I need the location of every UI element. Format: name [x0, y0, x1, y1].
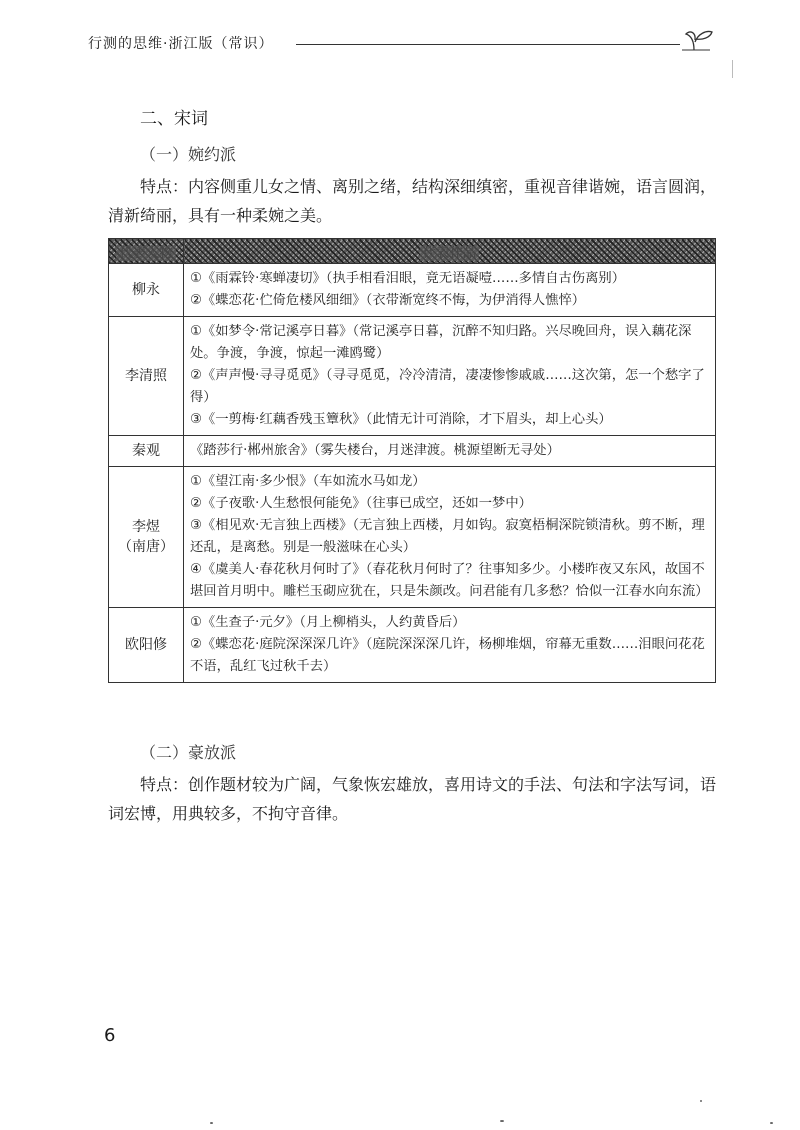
work-item: 《踏莎行·郴州旅舍》（雾失楼台，月迷津渡。桃源望断无寻处）	[190, 443, 560, 458]
work-item: ①《如梦令·常记溪亭日暮》（常记溪亭日暮，沉醉不知归路。兴尽晚回舟，误入藕花深处。争渡，争渡，惊起一滩鸥鹭）	[190, 324, 692, 361]
section-title: 二、宋词	[140, 109, 208, 129]
scan-speck	[700, 1100, 702, 1102]
work-item: ③《一剪梅·红藕香残玉簟秋》（此情无计可消除，才下眉头，却上心头）	[190, 412, 612, 427]
work-item: ②《声声慢·寻寻觅觅》（寻寻觅觅，冷冷清清，凄凄惨惨戚戚……这次第，怎一个愁字了得）	[190, 368, 705, 405]
work-item: ①《生查子·元夕》（月上柳梢头，人约黄昏后）	[190, 615, 466, 630]
table-row	[109, 467, 716, 608]
haofang-description: 特点：创作题材较为广阔，气象恢宏雄放，喜用诗文的手法、句法和字法写词，语词宏博，用典较多，不拘守音律。	[108, 775, 717, 823]
scan-speck	[500, 1120, 504, 1122]
work-item: ②《子夜歌·人生愁恨何能免》（往事已成空，还如一梦中）	[190, 496, 532, 511]
works-cell	[184, 436, 716, 467]
scan-speck	[770, 1122, 773, 1124]
table-header-row	[109, 239, 716, 264]
header-rule	[296, 44, 680, 45]
poets-table	[108, 238, 716, 683]
header-works: 代表作品	[184, 239, 716, 264]
works-cell	[184, 467, 716, 608]
table-row	[109, 608, 716, 683]
poet-cell	[109, 467, 184, 608]
sprout-icon	[680, 26, 716, 52]
wanyue-heading: （一）婉约派	[140, 145, 237, 164]
work-item: ④《虞美人·春花秋月何时了》（春花秋月何时了？往事知多少。小楼昨夜又东风，故国不堪回首月明中。雕栏玉砌应犹在，只是朱颜改。问君能有几多愁？恰似一江春水向东流）	[190, 562, 709, 599]
header-poet: 代表人物	[109, 239, 184, 264]
work-item: ①《望江南·多少恨》（车如流水马如龙）	[190, 474, 426, 489]
poet-name: 秦观	[109, 436, 184, 467]
work-item: ②《蝶恋花·伫倚危楼风细细》（衣带渐宽终不悔，为伊消得人憔悴）	[190, 293, 586, 308]
work-item: ①《雨霖铃·寒蝉凄切》（执手相看泪眼，竟无语凝噎……多情自古伤离别）	[190, 271, 625, 286]
work-item: ③《相见欢·无言独上西楼》（无言独上西楼，月如钩。寂寞梧桐深院锁清秋。剪不断，理还乱，是离愁。别是一般滋味在心头）	[190, 518, 705, 555]
wanyue-description: 特点：内容侧重儿女之情、离别之绪，结构深细缜密，重视音律谐婉，语言圆润，清新绮丽，具有一种柔婉之美。	[108, 177, 717, 225]
table-row	[109, 264, 716, 317]
haofang-heading: （二）豪放派	[140, 743, 237, 762]
page-number: 6	[104, 1025, 116, 1046]
running-header-title: 行测的思维·浙江版（常识）	[88, 36, 274, 52]
table-row	[109, 436, 716, 467]
works-cell	[184, 317, 716, 436]
poet-name: 李清照	[109, 317, 184, 436]
work-item: ②《蝶恋花·庭院深深深几许》（庭院深深深几许，杨柳堆烟，帘幕无重数……泪眼问花花不语，乱红飞过秋千去）	[190, 637, 705, 674]
works-cell	[184, 608, 716, 683]
poet-name: 李煜	[132, 519, 160, 535]
scan-edge-mark	[732, 60, 733, 78]
poet-dynasty-note: （南唐）	[118, 539, 174, 555]
poet-name: 柳永	[109, 264, 184, 317]
table-row	[109, 317, 716, 436]
works-cell	[184, 264, 716, 317]
poet-name: 欧阳修	[109, 608, 184, 683]
scan-speck	[210, 1122, 213, 1124]
